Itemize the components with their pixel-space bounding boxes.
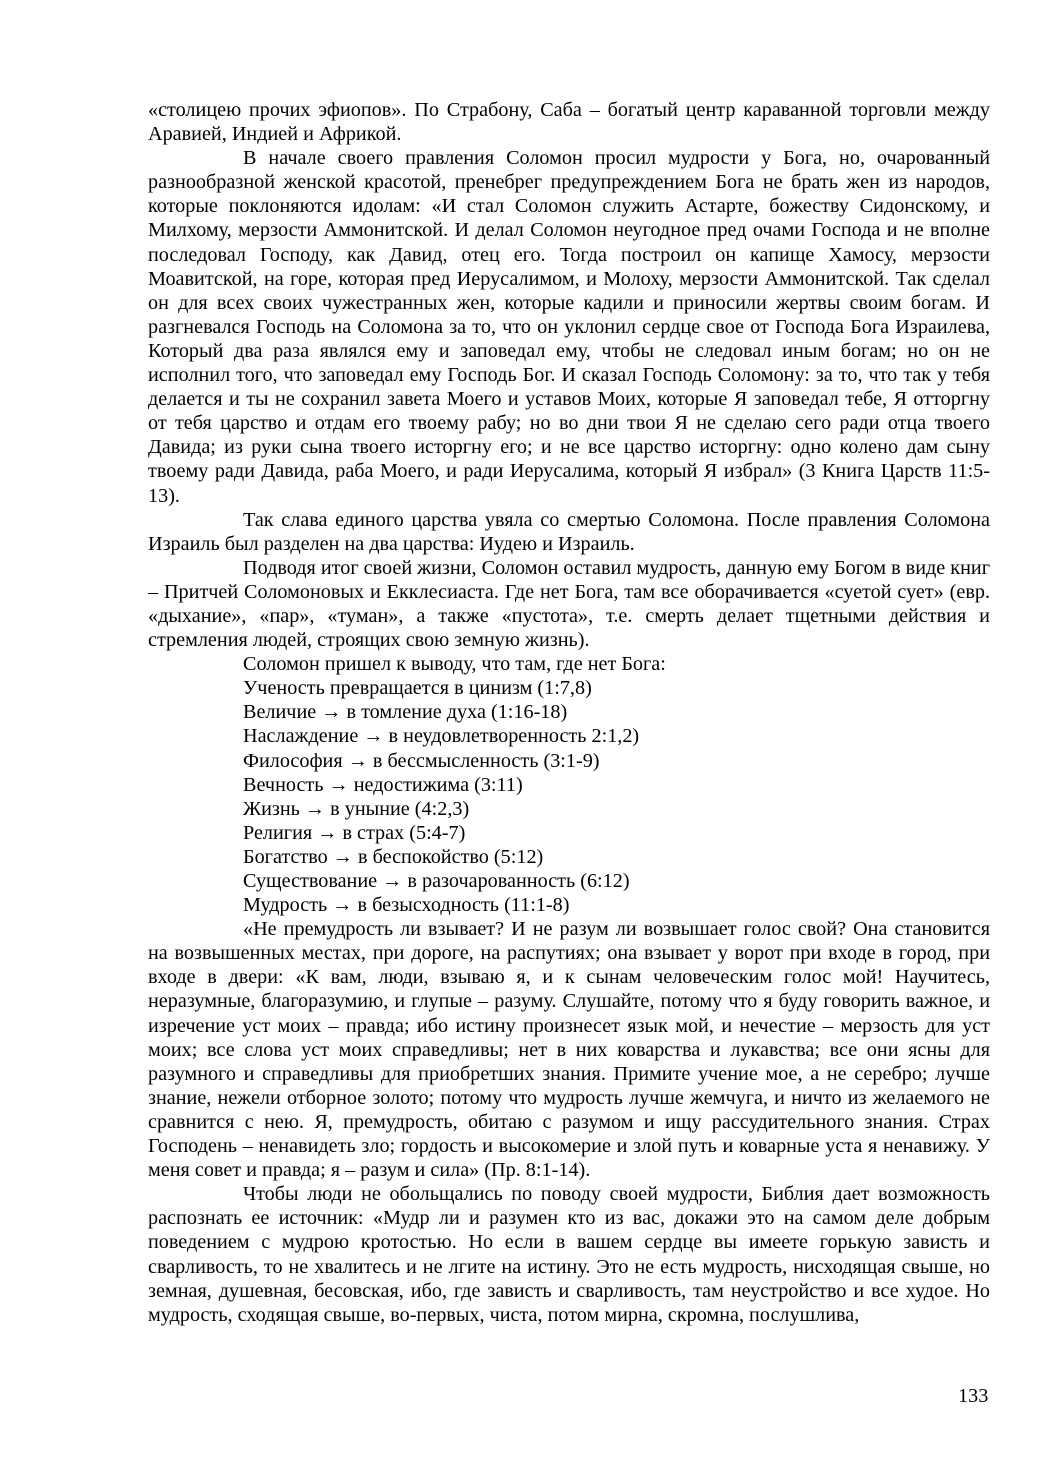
document-page — [148, 98, 990, 1327]
list-item: Жизнь → в уныние (4:2,3) — [243, 797, 470, 820]
list-item: Ученость превращается в цинизм (1:7,8) — [243, 677, 592, 700]
list-item: Величие → в томление духа (1:16-18) — [243, 701, 568, 724]
page-number: 133 — [958, 1385, 989, 1407]
conclusion-list — [148, 652, 990, 917]
list-intro: Соломон пришел к выводу, что там, где нет Бога: — [243, 653, 666, 676]
paragraph-5: «Не премудрость ли взывает? И не разум ли возвышает голос свой? Она становится на возвышенных местах, при дороге, на распутиях; она взывает у ворот при входе в город, при входе в двери: «К вам, люди, взываю я, и к сынам человеческим голос мой! Научитесь, неразумные, благоразумию, и глупые – разуму. Слушайте, потому что я буду говорить важное, и изречение уст моих – правда; ибо истину произнесет язык мой, и нечестие – мерзость для уст моих; все слова уст моих справедливы; нет в них коварства и лукавства; все они ясны для разумного и справедливы для приобретших знания. Примите учение мое, а не серебро; лучше знание, нежели отборное золото; потому что мудрость лучше жемчуга, и ничто из желаемого не сравнится с нею. Я, премудрость, обитаю с разумом и ищу рассудительного знания. Страх Господень – ненавидеть зло; гордость и высокомерие и злой путь и коварные уста я ненавижу. У меня совет и правда; я – разум и сила» (Пр. 8:1-14). — [148, 918, 990, 1182]
paragraph-1: «столицею прочих эфиопов». По Страбону, Саба – богатый центр караванной торговли между Аравией, Индией и Африкой. — [148, 99, 990, 146]
list-item: Философия → в бессмысленность (3:1-9) — [243, 749, 600, 772]
list-item: Богатство → в беспокойство (5:12) — [243, 845, 544, 868]
paragraph-2: В начале своего правления Соломон просил мудрости у Бога, но, очарованный разнообразной женской красотой, пренебрег предупреждением Бога не брать жен из народов, которые поклоняются идолам: «И стал Соломон служить Астарте, божеству Сидонскому, и Милхому, мерзости Аммонитской. И делал Соломон неугодное пред очами Господа и не вполне последовал Господу, как Давид, отец его. Тогда построил он капище Хамосу, мерзости Моавитской, на горе, которая пред Иерусалимом, и Молоху, мерзости Аммонитской. Так сделал он для всех своих чужестранных жен, которые кадили и приносили жертвы своим богам. И разгневался Господь на Соломона за то, что он уклонил сердце свое от Господа Бога Израилева, Который два раза являлся ему и заповедал ему, чтобы не следовал иным богам; но он не исполнил того, что заповедал ему Господь Бог. И сказал Господь Соломону: за то, что так у тебя делается и ты не сохранил завета Моего и уставов Моих, которые Я заповедал тебе, Я отторгну от тебя царство и отдам его твоему рабу; но во дни твои Я не сделаю сего ради отца твоего Давида; из руки сына твоего исторгну его; и не все царство исторгну: одно колено дам сыну твоему ради Давида, раба Моего, и ради Иерусалима, который Я избрал» (3 Книга Царств 11:5-13). — [148, 147, 990, 507]
list-item: Наслаждение → в неудовлетворенность 2:1,2) — [243, 725, 640, 748]
paragraph-3: Так слава единого царства увяла со смертью Соломона. После правления Соломона Израиль был разделен на два царства: Иудею и Израиль. — [148, 508, 990, 555]
list-item: Мудрость → в безысходность (11:1-8) — [243, 894, 570, 917]
paragraph-6: Чтобы люди не обольщались по поводу своей мудрости, Библия дает возможность распознать ее источник: «Мудр ли и разумен кто из вас, докажи это на самом деле добрым поведением с мудрою кротостью. Но если в вашем сердце вы имеете горькую зависть и сварливость, то не хвалитесь и не лгите на истину. Это не есть мудрость, нисходящая свыше, но земная, душевная, бесовская, ибо, где зависть и сварливость, там неустройство и все худое. Но мудрость, сходящая свыше, во-первых, чиста, потом мирна, скромна, послушлива, — [148, 1183, 990, 1326]
list-item: Существование → в разочарованность (6:12) — [243, 870, 630, 892]
list-item: Религия → в страх (5:4-7) — [243, 821, 466, 844]
paragraph-4: Подводя итог своей жизни, Соломон оставил мудрость, данную ему Богом в виде книг – Притчей Соломоновых и Екклесиаста. Где нет Бога, там все оборачивается «суетой сует» (евр. «дыхание», «пар», «туман», а также «пустота», т.е. смерть делает тщетными действия и стремления людей, строящих свою земную жизнь). — [148, 556, 990, 652]
list-item: Вечность → недостижима (3:11) — [243, 773, 523, 796]
text-body — [148, 98, 990, 1327]
